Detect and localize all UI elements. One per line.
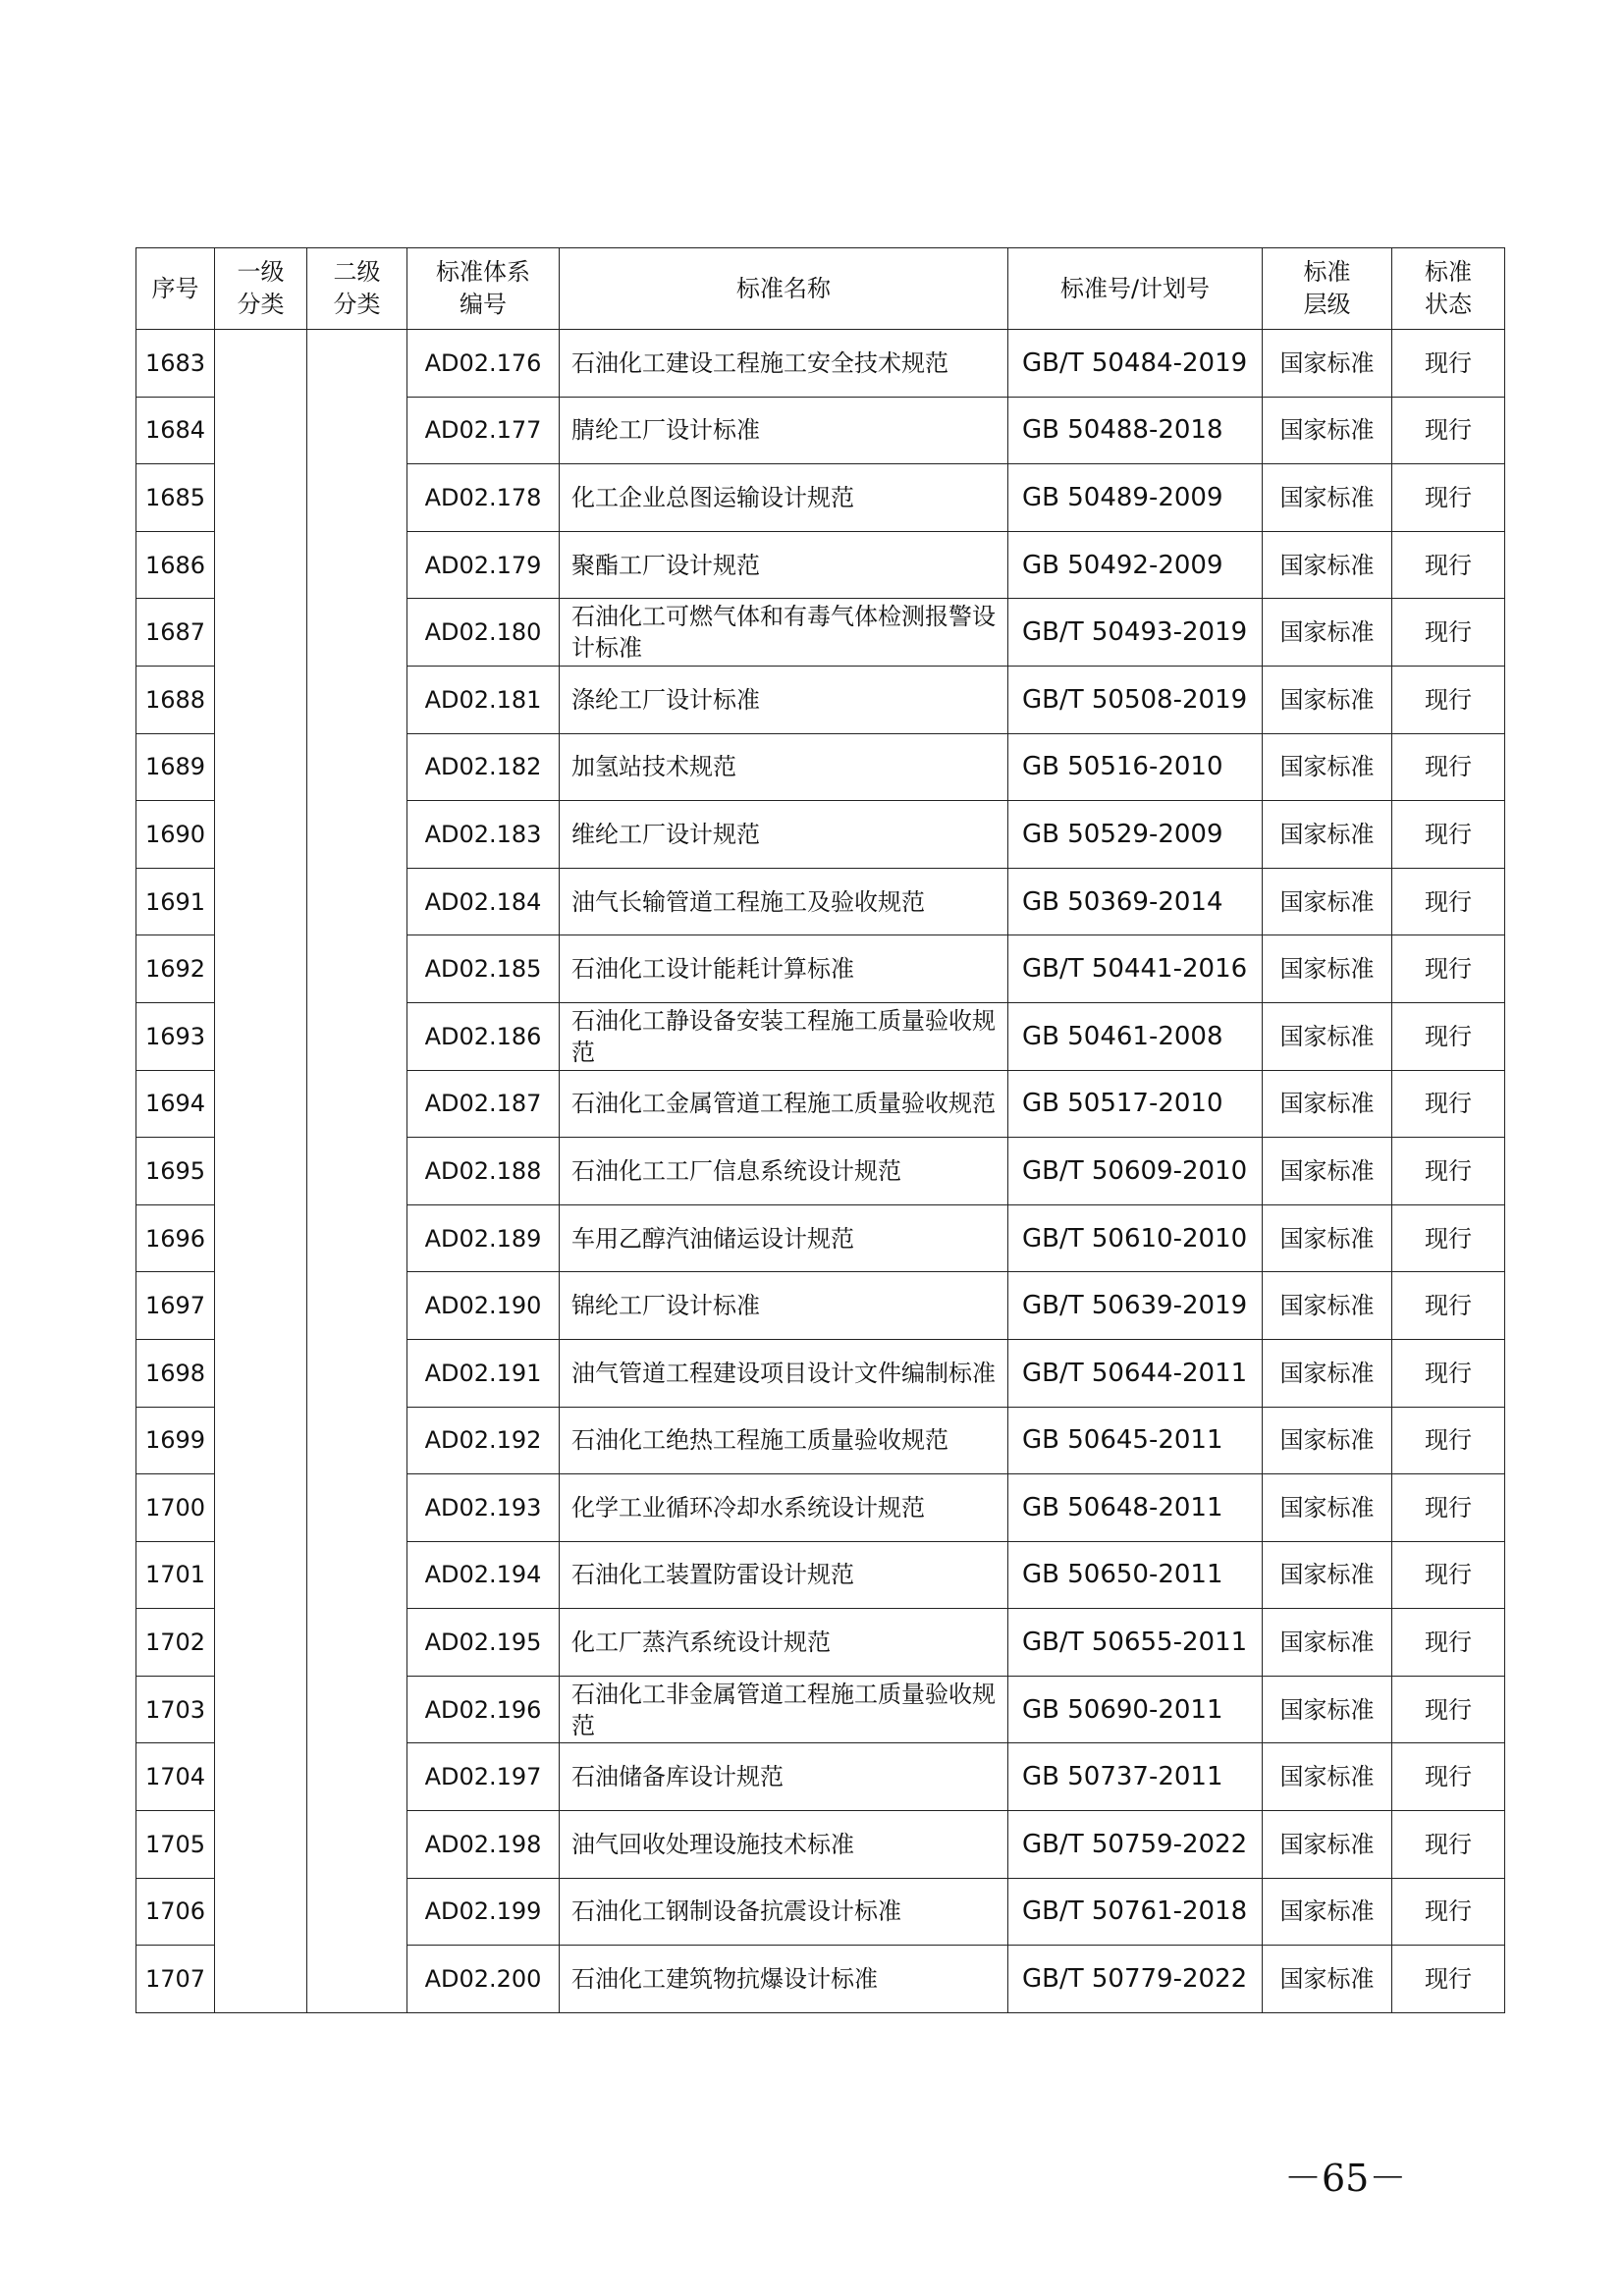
status-cell: 现行 [1392, 1474, 1505, 1542]
level-cell: 国家标准 [1263, 1339, 1392, 1407]
seq-cell: 1706 [136, 1878, 215, 1946]
code-cell: AD02.194 [407, 1541, 560, 1609]
status-cell: 现行 [1392, 1811, 1505, 1879]
header-seq: 序号 [136, 248, 215, 330]
seq-cell: 1704 [136, 1743, 215, 1811]
number-cell: GB 50369-2014 [1008, 868, 1263, 935]
cat2-cell [307, 330, 407, 2013]
code-cell: AD02.197 [407, 1743, 560, 1811]
header-number: 标准号/计划号 [1008, 248, 1263, 330]
name-cell: 涤纶工厂设计标准 [560, 666, 1008, 733]
code-cell: AD02.198 [407, 1811, 560, 1879]
level-cell: 国家标准 [1263, 1272, 1392, 1340]
name-cell: 油气长输管道工程施工及验收规范 [560, 868, 1008, 935]
header-code-text: 标准体系编号 [436, 258, 530, 318]
name-cell: 聚酯工厂设计规范 [560, 531, 1008, 599]
code-cell: AD02.179 [407, 531, 560, 599]
number-cell: GB/T 50644-2011 [1008, 1339, 1263, 1407]
level-cell: 国家标准 [1263, 1407, 1392, 1474]
code-cell: AD02.178 [407, 464, 560, 532]
level-cell: 国家标准 [1263, 1541, 1392, 1609]
level-cell: 国家标准 [1263, 1002, 1392, 1070]
status-cell: 现行 [1392, 464, 1505, 532]
number-cell: GB/T 50655-2011 [1008, 1609, 1263, 1677]
table-body [136, 330, 1505, 2013]
code-cell: AD02.199 [407, 1878, 560, 1946]
status-cell: 现行 [1392, 1609, 1505, 1677]
number-cell: GB 50517-2010 [1008, 1070, 1263, 1138]
level-cell: 国家标准 [1263, 733, 1392, 801]
code-cell: AD02.189 [407, 1204, 560, 1272]
level-cell: 国家标准 [1263, 935, 1392, 1003]
page-number: －65－ [1284, 2157, 1407, 2200]
header-cat2 [307, 248, 407, 330]
status-cell: 现行 [1392, 868, 1505, 935]
number-cell: GB 50489-2009 [1008, 464, 1263, 532]
level-cell: 国家标准 [1263, 464, 1392, 532]
seq-cell: 1688 [136, 666, 215, 733]
seq-cell: 1705 [136, 1811, 215, 1879]
level-cell: 国家标准 [1263, 330, 1392, 398]
name-cell: 化学工业循环冷却水系统设计规范 [560, 1474, 1008, 1542]
header-level-text: 标准层级 [1303, 258, 1351, 318]
name-cell: 油气管道工程建设项目设计文件编制标准 [560, 1339, 1008, 1407]
level-cell: 国家标准 [1263, 1743, 1392, 1811]
code-cell: AD02.177 [407, 397, 560, 464]
code-cell: AD02.195 [407, 1609, 560, 1677]
seq-cell: 1707 [136, 1946, 215, 2013]
status-cell: 现行 [1392, 666, 1505, 733]
seq-cell: 1697 [136, 1272, 215, 1340]
number-cell: GB/T 50441-2016 [1008, 935, 1263, 1003]
name-cell: 石油化工金属管道工程施工质量验收规范 [560, 1070, 1008, 1138]
number-cell: GB 50737-2011 [1008, 1743, 1263, 1811]
level-cell: 国家标准 [1263, 1138, 1392, 1205]
status-cell: 现行 [1392, 1743, 1505, 1811]
status-cell: 现行 [1392, 397, 1505, 464]
status-cell: 现行 [1392, 733, 1505, 801]
name-cell: 石油储备库设计规范 [560, 1743, 1008, 1811]
level-cell: 国家标准 [1263, 1811, 1392, 1879]
level-cell: 国家标准 [1263, 801, 1392, 869]
number-cell: GB 50648-2011 [1008, 1474, 1263, 1542]
level-cell: 国家标准 [1263, 397, 1392, 464]
number-cell: GB 50529-2009 [1008, 801, 1263, 869]
seq-cell: 1696 [136, 1204, 215, 1272]
seq-cell: 1689 [136, 733, 215, 801]
seq-cell: 1692 [136, 935, 215, 1003]
level-cell: 国家标准 [1263, 1204, 1392, 1272]
name-cell: 石油化工绝热工程施工质量验收规范 [560, 1407, 1008, 1474]
standards-table [135, 247, 1505, 2013]
seq-cell: 1694 [136, 1070, 215, 1138]
name-cell: 石油化工装置防雷设计规范 [560, 1541, 1008, 1609]
cat1-cell [215, 330, 307, 2013]
status-cell: 现行 [1392, 1204, 1505, 1272]
status-cell: 现行 [1392, 1541, 1505, 1609]
seq-cell: 1683 [136, 330, 215, 398]
name-cell: 化工企业总图运输设计规范 [560, 464, 1008, 532]
header-status [1392, 248, 1505, 330]
status-cell: 现行 [1392, 1272, 1505, 1340]
code-cell: AD02.192 [407, 1407, 560, 1474]
name-cell: 腈纶工厂设计标准 [560, 397, 1008, 464]
status-cell: 现行 [1392, 1002, 1505, 1070]
status-cell: 现行 [1392, 1138, 1505, 1205]
status-cell: 现行 [1392, 1407, 1505, 1474]
name-cell: 加氢站技术规范 [560, 733, 1008, 801]
status-cell: 现行 [1392, 1878, 1505, 1946]
code-cell: AD02.182 [407, 733, 560, 801]
name-cell: 石油化工建设工程施工安全技术规范 [560, 330, 1008, 398]
number-cell: GB 50516-2010 [1008, 733, 1263, 801]
level-cell: 国家标准 [1263, 531, 1392, 599]
status-cell: 现行 [1392, 599, 1505, 667]
number-cell: GB 50645-2011 [1008, 1407, 1263, 1474]
code-cell: AD02.184 [407, 868, 560, 935]
status-cell: 现行 [1392, 801, 1505, 869]
seq-cell: 1702 [136, 1609, 215, 1677]
number-cell: GB 50492-2009 [1008, 531, 1263, 599]
header-status-text: 标准状态 [1425, 258, 1472, 318]
name-cell: 化工厂蒸汽系统设计规范 [560, 1609, 1008, 1677]
level-cell: 国家标准 [1263, 1676, 1392, 1743]
level-cell: 国家标准 [1263, 1474, 1392, 1542]
code-cell: AD02.183 [407, 801, 560, 869]
name-cell: 维纶工厂设计规范 [560, 801, 1008, 869]
number-cell: GB/T 50484-2019 [1008, 330, 1263, 398]
name-cell: 石油化工非金属管道工程施工质量验收规范 [560, 1676, 1008, 1743]
code-cell: AD02.180 [407, 599, 560, 667]
code-cell: AD02.200 [407, 1946, 560, 2013]
level-cell: 国家标准 [1263, 1609, 1392, 1677]
number-cell: GB/T 50779-2022 [1008, 1946, 1263, 2013]
code-cell: AD02.196 [407, 1676, 560, 1743]
seq-cell: 1698 [136, 1339, 215, 1407]
seq-cell: 1686 [136, 531, 215, 599]
code-cell: AD02.176 [407, 330, 560, 398]
level-cell: 国家标准 [1263, 666, 1392, 733]
level-cell: 国家标准 [1263, 1070, 1392, 1138]
seq-cell: 1684 [136, 397, 215, 464]
status-cell: 现行 [1392, 1676, 1505, 1743]
number-cell: GB/T 50493-2019 [1008, 599, 1263, 667]
header-cat2-text: 二级分类 [333, 258, 381, 318]
number-cell: GB/T 50761-2018 [1008, 1878, 1263, 1946]
status-cell: 现行 [1392, 531, 1505, 599]
name-cell: 石油化工可燃气体和有毒气体检测报警设计标准 [560, 599, 1008, 667]
seq-cell: 1700 [136, 1474, 215, 1542]
number-cell: GB 50690-2011 [1008, 1676, 1263, 1743]
level-cell: 国家标准 [1263, 599, 1392, 667]
status-cell: 现行 [1392, 1946, 1505, 2013]
header-cat1 [215, 248, 307, 330]
status-cell: 现行 [1392, 1339, 1505, 1407]
code-cell: AD02.185 [407, 935, 560, 1003]
name-cell: 油气回收处理设施技术标准 [560, 1811, 1008, 1879]
status-cell: 现行 [1392, 1070, 1505, 1138]
number-cell: GB/T 50609-2010 [1008, 1138, 1263, 1205]
code-cell: AD02.190 [407, 1272, 560, 1340]
number-cell: GB 50461-2008 [1008, 1002, 1263, 1070]
header-cat1-text: 一级分类 [237, 258, 285, 318]
status-cell: 现行 [1392, 935, 1505, 1003]
code-cell: AD02.186 [407, 1002, 560, 1070]
table-header-row [136, 248, 1505, 330]
name-cell: 车用乙醇汽油储运设计规范 [560, 1204, 1008, 1272]
number-cell: GB 50488-2018 [1008, 397, 1263, 464]
seq-cell: 1699 [136, 1407, 215, 1474]
status-cell: 现行 [1392, 330, 1505, 398]
code-cell: AD02.193 [407, 1474, 560, 1542]
seq-cell: 1691 [136, 868, 215, 935]
table-row [136, 330, 1505, 398]
name-cell: 石油化工钢制设备抗震设计标准 [560, 1878, 1008, 1946]
seq-cell: 1695 [136, 1138, 215, 1205]
name-cell: 石油化工工厂信息系统设计规范 [560, 1138, 1008, 1205]
number-cell: GB/T 50639-2019 [1008, 1272, 1263, 1340]
level-cell: 国家标准 [1263, 1946, 1392, 2013]
level-cell: 国家标准 [1263, 1878, 1392, 1946]
seq-cell: 1685 [136, 464, 215, 532]
header-code [407, 248, 560, 330]
name-cell: 石油化工建筑物抗爆设计标准 [560, 1946, 1008, 2013]
seq-cell: 1701 [136, 1541, 215, 1609]
seq-cell: 1703 [136, 1676, 215, 1743]
seq-cell: 1690 [136, 801, 215, 869]
name-cell: 石油化工设计能耗计算标准 [560, 935, 1008, 1003]
code-cell: AD02.191 [407, 1339, 560, 1407]
header-level [1263, 248, 1392, 330]
code-cell: AD02.181 [407, 666, 560, 733]
number-cell: GB/T 50759-2022 [1008, 1811, 1263, 1879]
seq-cell: 1693 [136, 1002, 215, 1070]
seq-cell: 1687 [136, 599, 215, 667]
number-cell: GB/T 50610-2010 [1008, 1204, 1263, 1272]
header-name: 标准名称 [560, 248, 1008, 330]
name-cell: 石油化工静设备安装工程施工质量验收规范 [560, 1002, 1008, 1070]
level-cell: 国家标准 [1263, 868, 1392, 935]
number-cell: GB/T 50508-2019 [1008, 666, 1263, 733]
code-cell: AD02.187 [407, 1070, 560, 1138]
name-cell: 锦纶工厂设计标准 [560, 1272, 1008, 1340]
code-cell: AD02.188 [407, 1138, 560, 1205]
number-cell: GB 50650-2011 [1008, 1541, 1263, 1609]
